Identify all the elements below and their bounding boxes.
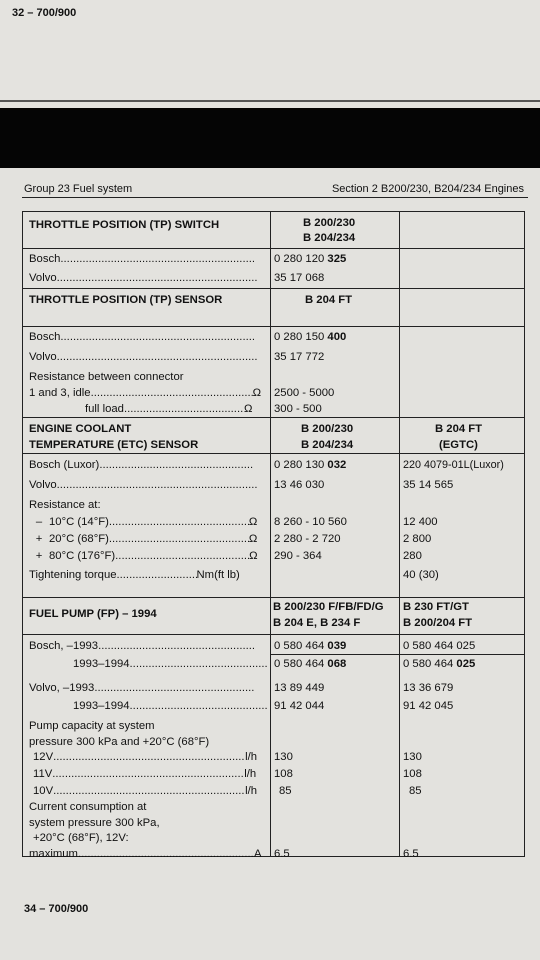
fuel-pump-title: FUEL PUMP (FP) – 1994 (29, 608, 157, 620)
fp-bosch-1994-v1 (274, 658, 346, 671)
fuel-pump-col2-line1: B 230 FT/GT (403, 601, 469, 613)
label-text: 1 and 3, idle (29, 387, 91, 399)
tp-switch-col-line2: B 204/234 (303, 232, 356, 244)
label-text: maximum (29, 848, 78, 860)
tp-sensor-idle-label (29, 387, 261, 400)
tp-sensor-volvo-label (29, 351, 258, 364)
fp-capacity-11v-v2: 108 (403, 768, 422, 780)
fp-capacity-line2: pressure 300 kPa and +20°C (68°F) (29, 736, 210, 748)
etc-torque-label (29, 569, 240, 582)
etc-bosch-v1 (274, 459, 346, 472)
fp-current-v1: 6.5 (274, 848, 290, 860)
tp-switch-bosch-value (274, 253, 346, 266)
value-bold-text: 025 (456, 658, 476, 670)
value-bold-text: 325 (327, 253, 347, 265)
etc-title-line2: TEMPERATURE (ETC) SENSOR (29, 439, 199, 451)
label-text: 1993–1994 (73, 658, 130, 670)
unit-text: Ω (243, 403, 253, 415)
leader-dots (57, 479, 258, 492)
leader-dots (60, 331, 256, 344)
etc-temp-row-3 (29, 550, 258, 563)
fp-capacity-10v-v1: 85 (279, 785, 292, 797)
row-divider (23, 634, 524, 635)
fp-current-v2: 6.5 (403, 848, 419, 860)
leader-dots (60, 253, 256, 266)
tp-sensor-col: B 204 FT (305, 294, 353, 306)
manual-page (0, 168, 540, 960)
label-text: full load (85, 403, 124, 415)
fp-capacity-10v (33, 785, 257, 798)
fuel-pump-col2-line2: B 200/204 FT (403, 617, 473, 629)
etc-temp-row-2 (29, 533, 257, 546)
scan-black-band (0, 108, 540, 168)
leader-dots (52, 768, 244, 781)
section-divider (23, 597, 524, 598)
unit-text: Ω (248, 533, 258, 545)
etc-col2-line1: B 204 FT (435, 423, 483, 435)
column-divider-1 (270, 212, 271, 856)
fp-current-line3: +20°C (68°F), 12V: (33, 832, 129, 844)
unit-text: l/h (245, 751, 258, 763)
leader-dots (109, 516, 249, 529)
leader-dots (53, 751, 245, 764)
etc-col2-line2: (EGTC) (439, 439, 478, 451)
tp-switch-col-line1: B 200/230 (303, 217, 356, 229)
page-header-group: Group 23 Fuel system (24, 183, 133, 195)
etc-torque-v2: 40 (30) (403, 569, 439, 581)
sign-text: + (35, 550, 43, 562)
fp-current-maximum (29, 848, 262, 861)
unit-text: Ω (249, 550, 258, 562)
etc-bosch-label (29, 459, 253, 472)
section-divider (23, 417, 524, 418)
leader-dots (99, 459, 253, 472)
fp-volvo-1994-v2: 91 42 045 (403, 700, 454, 712)
etc-volvo-label (29, 479, 258, 492)
fp-capacity-12v (33, 751, 257, 764)
label-text: Bosch, –1993 (29, 640, 99, 652)
leader-dots (124, 403, 244, 416)
etc-temp-row-3-v2: 280 (403, 550, 422, 562)
leader-dots (94, 682, 254, 695)
value-text: 0 280 150 (274, 331, 328, 343)
tp-sensor-bosch-label (29, 331, 256, 344)
fuel-pump-col1-line1: B 200/230 F/FB/FD/G (273, 601, 384, 613)
tp-sensor-resistance-heading: Resistance between connector (29, 371, 184, 383)
value-text: 0 580 464 (274, 658, 328, 670)
label-text: 11V (33, 768, 53, 780)
tp-sensor-bosch-value (274, 331, 346, 344)
fp-bosch-1994-label (73, 658, 267, 671)
fp-bosch-label (29, 640, 256, 653)
unit-text: Ω (252, 387, 262, 399)
label-text: 20°C (68°F) (49, 533, 109, 545)
previous-page-strip (0, 0, 540, 108)
tp-sensor-full-value: 300 - 500 (274, 403, 322, 415)
page-header-section: Section 2 B200/230, B204/234 Engines (331, 183, 524, 195)
tp-switch-volvo-value: 35 17 068 (274, 272, 325, 284)
value-text: 0 280 120 (274, 253, 328, 265)
value-text: 0 280 130 (274, 459, 328, 471)
leader-dots (115, 550, 249, 563)
leader-dots (98, 640, 256, 653)
unit-text: A (253, 848, 262, 860)
fp-bosch-1993-v1 (274, 640, 346, 653)
label-text: Tightening torque (29, 569, 117, 581)
etc-temp-row-2-v1: 2 280 - 2 720 (274, 533, 341, 545)
leader-dots (117, 569, 197, 582)
fp-capacity-12v-v2: 130 (403, 751, 422, 763)
label-text: 10V (33, 785, 54, 797)
tp-switch-title: THROTTLE POSITION (TP) SWITCH (29, 219, 220, 231)
fp-bosch-1994-v2 (403, 658, 475, 671)
leader-dots (57, 351, 258, 364)
row-divider (23, 326, 524, 327)
fp-volvo-1993-v1: 13 89 449 (274, 682, 325, 694)
label-text: Bosch (Luxor) (29, 459, 100, 471)
fp-capacity-11v (33, 768, 256, 781)
fp-capacity-11v-v1: 108 (274, 768, 293, 780)
label-text: Volvo (29, 479, 57, 491)
etc-resistance-heading: Resistance at: (29, 499, 101, 511)
unit-text: l/h (244, 768, 257, 780)
label-text: 12V (33, 751, 54, 763)
unit-text: Nm(ft lb) (196, 569, 240, 581)
leader-dots (53, 785, 245, 798)
unit-text: l/h (245, 785, 258, 797)
leader-dots (130, 658, 267, 671)
fp-capacity-10v-v2: 85 (409, 785, 422, 797)
sign-text: + (35, 533, 43, 545)
etc-temp-row-1 (29, 516, 257, 529)
page-footer: 34 – 700/900 (24, 903, 89, 915)
leader-dots (109, 533, 249, 546)
label-text: 1993–1994 (73, 700, 130, 712)
tp-switch-volvo-label (29, 272, 258, 285)
value-bold-text: 068 (327, 658, 347, 670)
leader-dots (91, 387, 253, 400)
row-divider (23, 453, 524, 454)
leader-dots (57, 272, 258, 285)
etc-temp-row-1-v1: 8 260 - 10 560 (274, 516, 347, 528)
leader-dots (78, 848, 254, 861)
label-text: Volvo (29, 272, 57, 284)
etc-volvo-v2: 35 14 565 (403, 479, 454, 491)
page-header-rule (22, 197, 528, 198)
fp-capacity-line1: Pump capacity at system (29, 720, 155, 732)
fp-bosch-1993-v2: 0 580 464 025 (403, 640, 476, 652)
value-text: 0 580 464 (274, 640, 328, 652)
column-divider-2 (399, 212, 400, 856)
unit-text: Ω (248, 516, 258, 528)
fp-volvo-label (29, 682, 254, 695)
fp-capacity-12v-v1: 130 (274, 751, 293, 763)
value-bold-text: 400 (327, 331, 347, 343)
tp-sensor-volvo-value: 35 17 772 (274, 351, 325, 363)
previous-page-rule (0, 100, 540, 102)
tp-switch-bosch-label (29, 253, 256, 266)
label-text: 10°C (14°F) (49, 516, 109, 528)
label-text: Volvo, –1993 (29, 682, 95, 694)
row-divider (23, 288, 524, 289)
etc-volvo-v1: 13 46 030 (274, 479, 325, 491)
leader-dots (130, 700, 267, 713)
tp-sensor-full-label (85, 403, 252, 416)
fp-current-line2: system pressure 300 kPa, (29, 817, 160, 829)
tp-sensor-title: THROTTLE POSITION (TP) SENSOR (29, 294, 223, 306)
label-text: Bosch (29, 331, 61, 343)
fuel-pump-col1-line2: B 204 E, B 234 F (273, 617, 361, 629)
etc-col1-line2: B 204/234 (301, 439, 354, 451)
value-bold-text: 039 (327, 640, 347, 652)
etc-bosch-v2: 220 4079-01L(Luxor) (403, 459, 504, 471)
label-text: Volvo (29, 351, 57, 363)
fp-volvo-1994-label (73, 700, 267, 713)
label-text: 80°C (176°F) (49, 550, 116, 562)
row-divider (23, 248, 524, 249)
sign-text: – (35, 516, 43, 528)
etc-col1-line1: B 200/230 (301, 423, 354, 435)
label-text: Bosch (29, 253, 61, 265)
previous-page-number: 32 – 700/900 (12, 7, 77, 19)
fp-volvo-1994-v1: 91 42 044 (274, 700, 325, 712)
fp-bosch-sub-divider (270, 654, 524, 655)
fp-current-line1: Current consumption at (29, 801, 147, 813)
etc-temp-row-1-v2: 12 400 (403, 516, 438, 528)
fp-volvo-1993-v2: 13 36 679 (403, 682, 454, 694)
etc-title-line1: ENGINE COOLANT (29, 423, 132, 435)
value-text: 0 580 464 (403, 658, 457, 670)
value-bold-text: 032 (327, 459, 347, 471)
etc-temp-row-3-v1: 290 - 364 (274, 550, 322, 562)
etc-temp-row-2-v2: 2 800 (403, 533, 432, 545)
tp-sensor-idle-value: 2500 - 5000 (274, 387, 335, 399)
spec-table (22, 211, 525, 860)
